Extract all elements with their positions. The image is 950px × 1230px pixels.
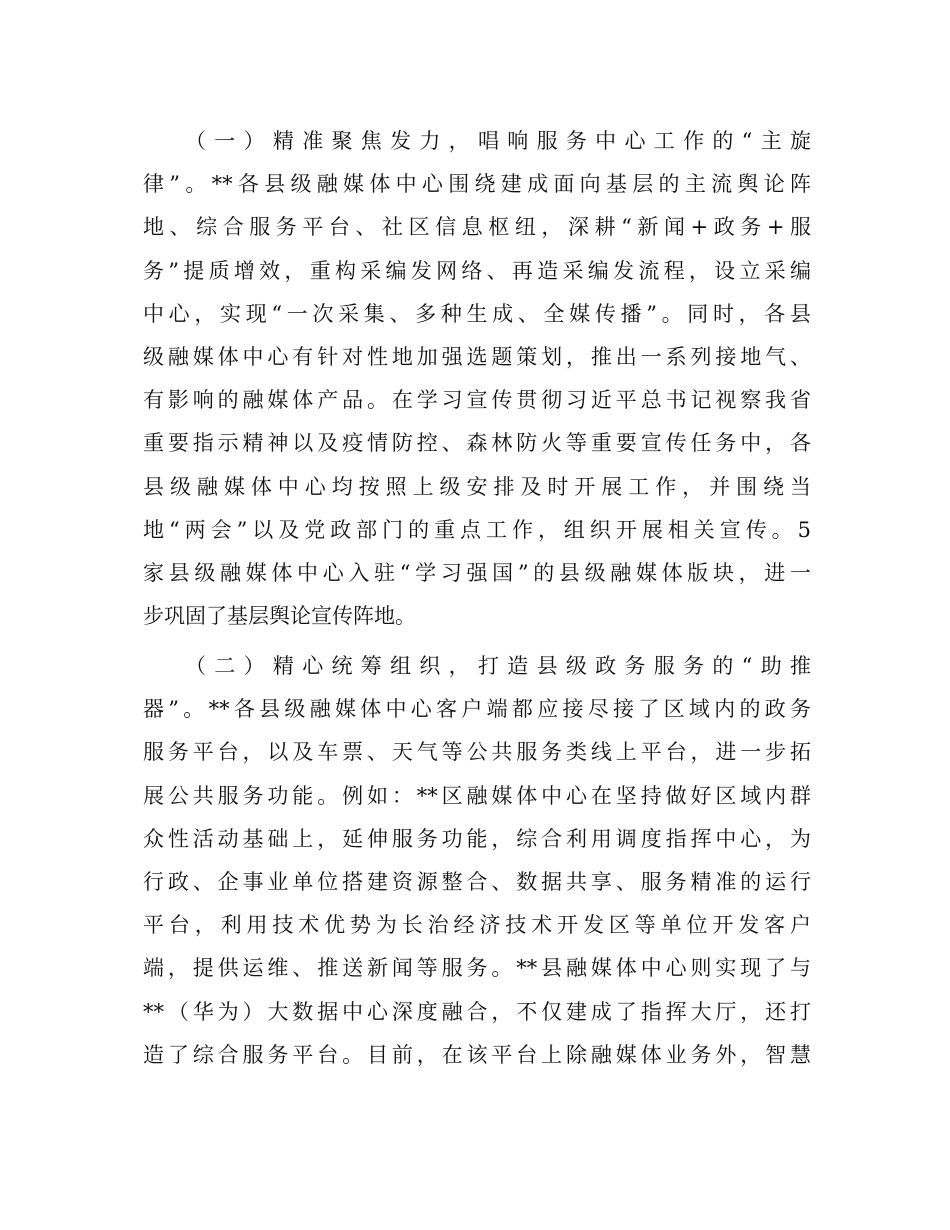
text-line: 众性活动基础上，延伸服务功能，综合利用调度指挥中心，为 bbox=[143, 826, 811, 851]
text-line: 造了综合服务平台。目前，在该平台上除融媒体业务外，智慧 bbox=[143, 1042, 811, 1067]
text-line: 步巩固了基层舆论宣传阵地。 bbox=[143, 604, 416, 629]
text-line: 地、综合服务平台、社区信息枢纽，深耕“新闻+政务+服 bbox=[143, 215, 811, 240]
text-line: 级融媒体中心有针对性地加强选题策划，推出一系列接地气、 bbox=[143, 344, 811, 369]
text-line: 家县级融媒体中心入驻“学习强国”的县级融媒体版块，进一 bbox=[143, 560, 811, 585]
text-line: 重要指示精神以及疫情防控、森林防火等重要宣传任务中，各 bbox=[143, 431, 811, 456]
paragraph-1 bbox=[143, 120, 811, 638]
text-line: 服务平台，以及车票、天气等公共服务类线上平台，进一步拓 bbox=[143, 740, 811, 765]
text-line: 有影响的融媒体产品。在学习宣传贯彻习近平总书记视察我省 bbox=[143, 388, 811, 413]
text-line: （二）精心统筹组织，打造县级政务服务的“助推 bbox=[185, 654, 811, 678]
text-line: **（华为）大数据中心深度融合，不仅建成了指挥大厅，还打 bbox=[143, 999, 811, 1024]
text-line: 器”。**各县级融媒体中心客户端都应接尽接了区域内的政务 bbox=[143, 697, 811, 722]
text-line: 端，提供运维、推送新闻等服务。**县融媒体中心则实现了与 bbox=[143, 956, 811, 981]
text-line: 展公共服务功能。例如：**区融媒体中心在坚持做好区域内群 bbox=[143, 783, 811, 808]
text-line: 务”提质增效，重构采编发网络、再造采编发流程，设立采编 bbox=[143, 258, 811, 283]
text-line: 县级融媒体中心均按照上级安排及时开展工作，并围绕当 bbox=[143, 474, 811, 499]
text-line: 律”。**各县级融媒体中心围绕建成面向基层的主流舆论阵 bbox=[143, 172, 811, 197]
text-line: （一）精准聚焦发力，唱响服务中心工作的“主旋 bbox=[185, 129, 811, 153]
text-line: 平台，利用技术优势为长治经济技术开发区等单位开发客户 bbox=[143, 913, 811, 938]
text-line: 地“两会”以及党政部门的重点工作，组织开展相关宣传。5 bbox=[143, 517, 811, 542]
text-line: 中心，实现“一次采集、多种生成、全媒传播”。同时，各县 bbox=[143, 301, 811, 326]
text-line: 行政、企事业单位搭建资源整合、数据共享、服务精准的运行 bbox=[143, 869, 811, 894]
paragraph-2 bbox=[143, 645, 811, 1077]
